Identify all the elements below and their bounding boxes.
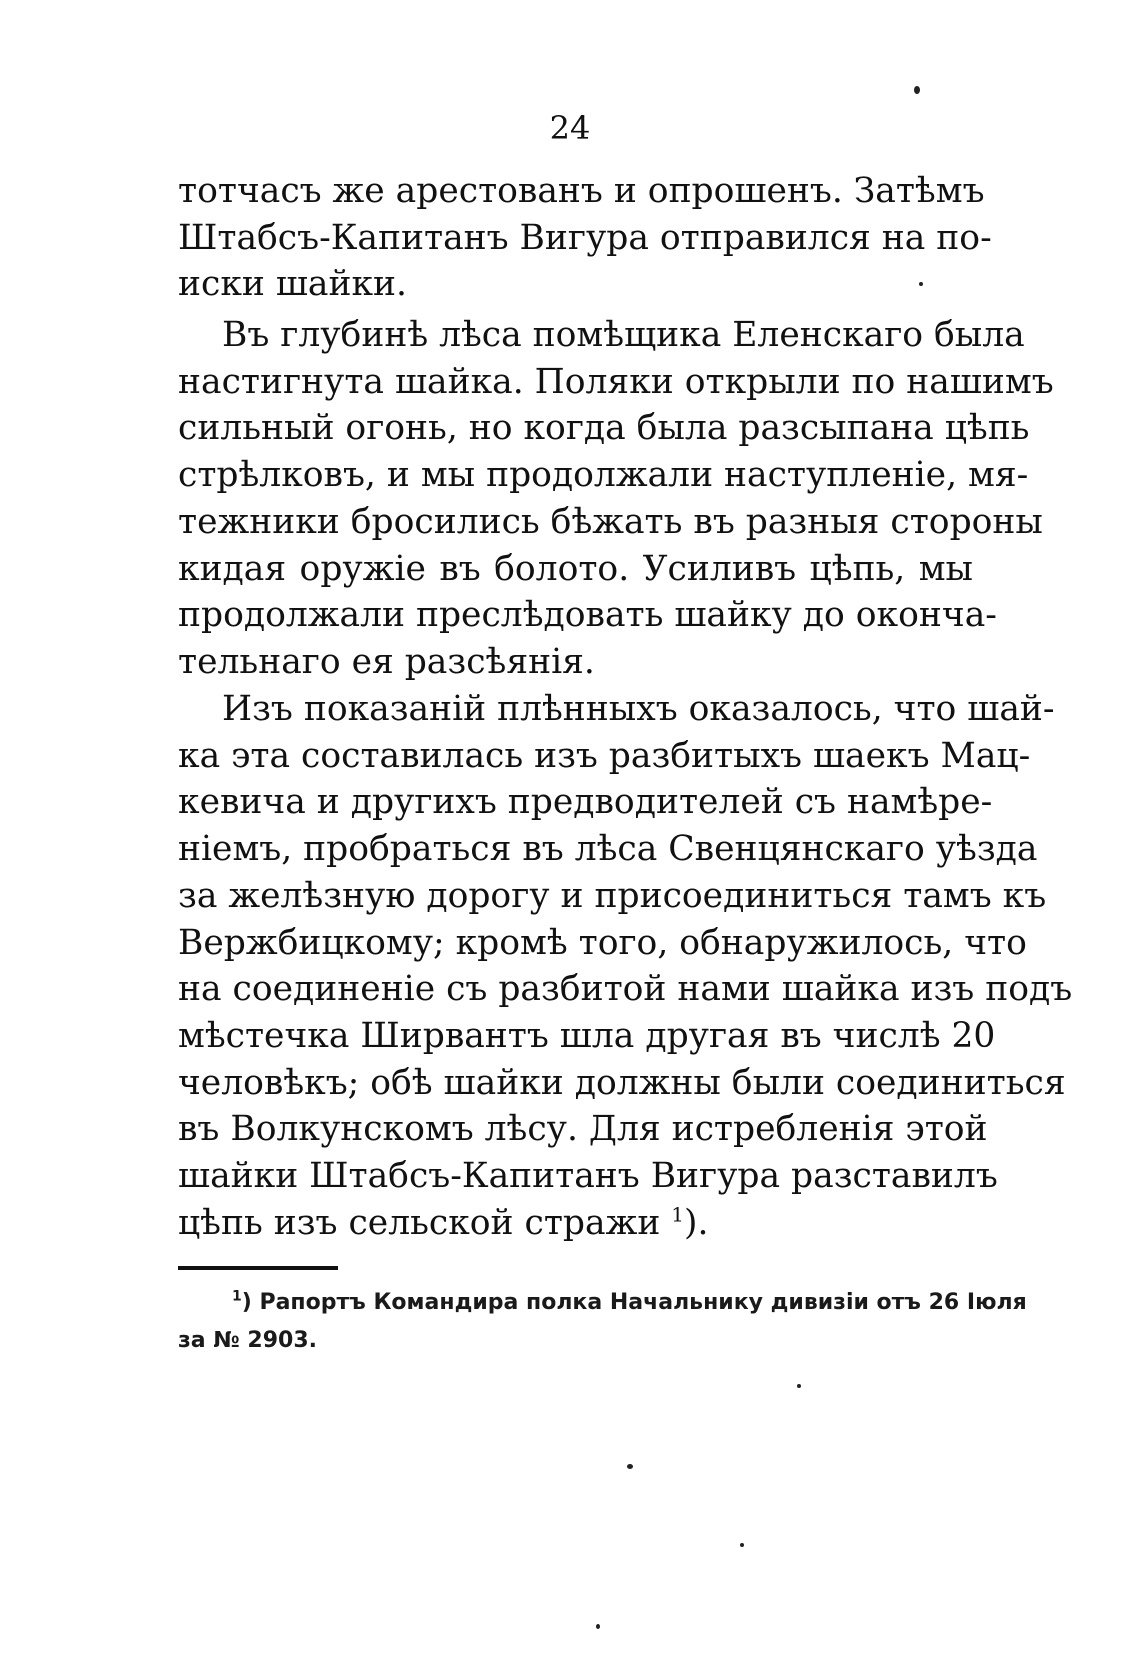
scan-speck <box>627 1464 633 1469</box>
text-line: Изъ показаній плѣнныхъ оказалось, что шай- <box>222 689 1055 729</box>
text-line: настигнута шайка. Поляки открыли по нашимъ <box>178 361 1054 402</box>
paragraph-1 <box>178 168 992 308</box>
footnote-reference[interactable]: 1 <box>671 1202 685 1227</box>
text-line: въ Волкунскомъ лѣсу. Для истребленія этой <box>178 1109 988 1150</box>
footnote-text: ) Рапортъ Командира полка Начальнику дивизіи отъ 26 Іюля <box>241 1290 1027 1315</box>
text-line: тотчасъ же арестованъ и опрошенъ. Затѣмъ <box>178 171 985 211</box>
text-line: ніемъ, пробраться въ лѣса Свенцянскаго уѣзда <box>178 829 1038 870</box>
footnote-line: за № 2903. <box>178 1328 318 1353</box>
text-line: человѣкъ; обѣ шайки должны были соединиться <box>178 1062 1066 1103</box>
text-line: продолжали преслѣдовать шайку до оконча- <box>178 595 997 636</box>
text-line: на соединеніе съ разбитой нами шайка изъ подъ <box>178 969 1073 1010</box>
footnote-rule <box>178 1266 338 1270</box>
text-line: за желѣзную дорогу и присоединиться тамъ къ <box>178 875 1047 916</box>
footnote-marker: 1 <box>232 1288 242 1305</box>
text-line: кидая оружіе въ болото. Усиливъ цѣпь, мы <box>178 548 973 589</box>
scan-speck <box>919 282 923 286</box>
text-line: шайки Штабсъ-Капитанъ Вигура разставилъ <box>178 1156 998 1197</box>
text-line: Штабсъ-Капитанъ Вигура отправился на по- <box>178 217 992 258</box>
text-line: кевича и другихъ предводителей съ намѣре- <box>178 782 993 823</box>
footnote-line <box>178 1284 1027 1322</box>
text-line: ка эта составилась изъ разбитыхъ шаекъ Мац- <box>178 735 1031 776</box>
scan-speck <box>797 1384 801 1388</box>
text-line: Въ глубинѣ лѣса помѣщика Еленскаго была <box>222 315 1025 355</box>
scan-speck <box>740 1543 744 1547</box>
footnote <box>178 1284 1027 1360</box>
text-line: мѣстечка Ширвантъ шла другая въ числѣ 20 <box>178 1015 996 1056</box>
text-line: Вержбицкому; кромѣ того, обнаружилось, что <box>178 922 1027 963</box>
text-line: тельнаго ея разсѣянія. <box>178 641 595 682</box>
text-line <box>178 1200 973 1247</box>
closing-punctuation: ). <box>684 1202 709 1243</box>
text-line: стрѣлковъ, и мы продолжали наступленіе, мя- <box>178 455 1029 496</box>
text-line: тежники бросились бѣжать въ разныя стороны <box>178 501 1043 542</box>
text-line: иски шайки. <box>178 264 408 305</box>
text-line-body: цѣпь изъ сельской стражи <box>178 1202 661 1243</box>
paragraph-3 <box>178 686 1073 1246</box>
text-line: сильный огонь, но когда была разсыпана цѣпь <box>178 408 1030 449</box>
scan-speck <box>914 86 920 94</box>
paragraph-2 <box>178 312 1054 686</box>
scan-speck <box>596 1624 600 1629</box>
page-number: 24 <box>549 109 591 147</box>
